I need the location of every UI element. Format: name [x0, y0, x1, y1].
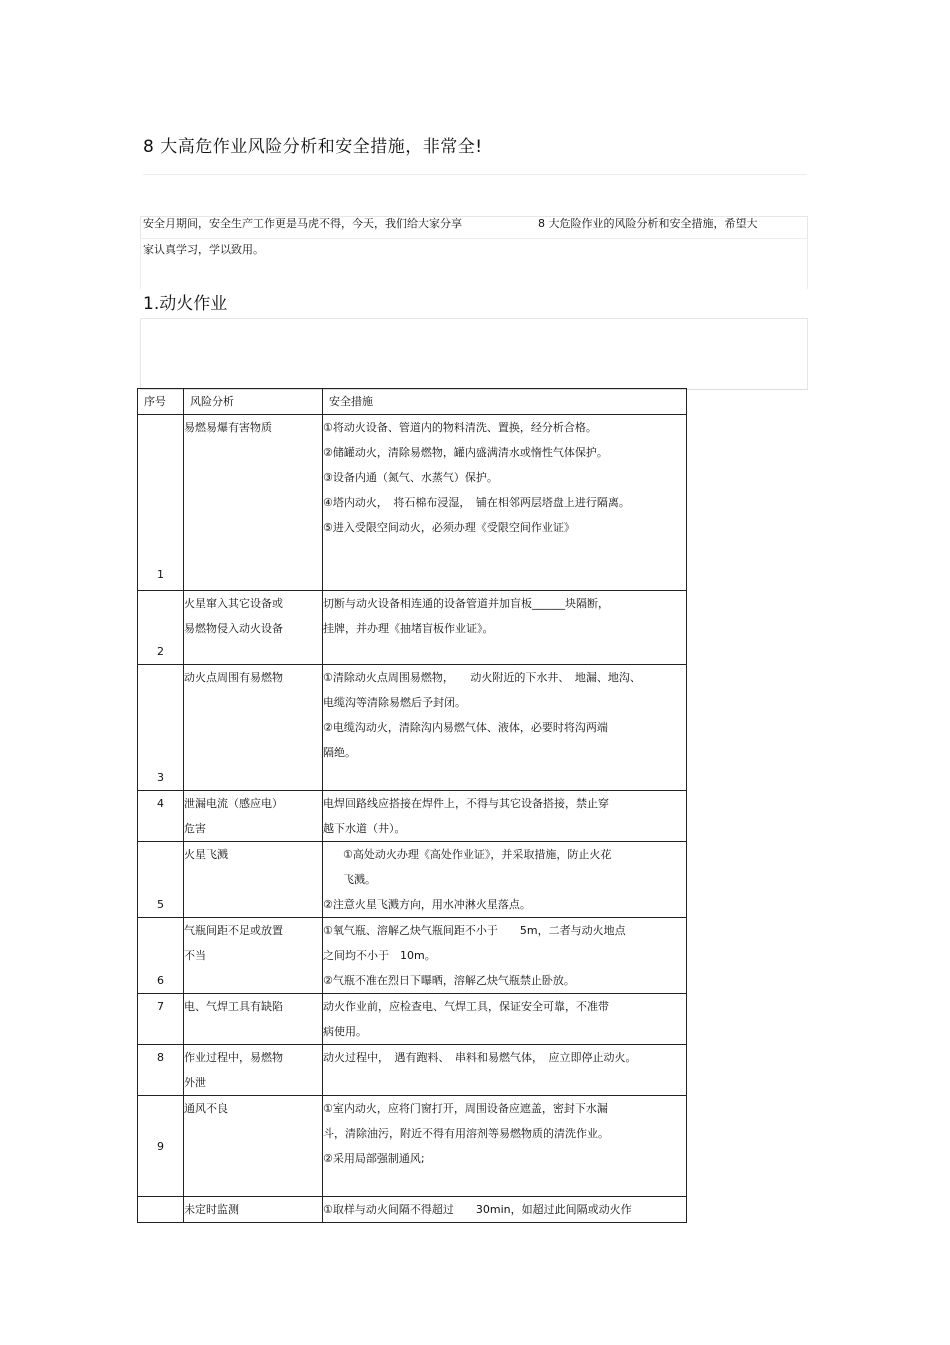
measure-cell — [323, 1045, 687, 1096]
risk-cell — [184, 994, 323, 1045]
risk-line: 易燃易爆有害物质 — [184, 421, 272, 434]
risk-cell — [184, 415, 323, 591]
risk-line: 未定时监测 — [184, 1203, 239, 1216]
table-row — [138, 665, 687, 791]
risk-line: 动火点周围有易燃物 — [184, 671, 283, 684]
intro-text-part2: 8 大危险作业的风险分析和安全措施，希望大 — [538, 217, 758, 230]
row-number: 8 — [138, 1045, 184, 1096]
risk-line: 气瓶间距不足或放置 — [184, 924, 283, 937]
row-number: 1 — [138, 415, 184, 591]
table-row — [138, 1096, 687, 1197]
row-number: 5 — [138, 842, 184, 918]
table-row — [138, 1197, 687, 1223]
measure-line: ③设备内通（氮气、水蒸气）保护。 — [323, 471, 498, 484]
title-divider — [143, 174, 807, 175]
row-number: 9 — [138, 1096, 184, 1197]
measure-line: 越下水道（井）。 — [323, 822, 406, 835]
table-row — [138, 591, 687, 665]
measure-line: 飞溅。 — [343, 873, 376, 886]
measure-cell — [323, 1096, 687, 1197]
measure-line: ②储罐动火，清除易燃物，罐内盛满清水或惰性气体保护。 — [323, 446, 608, 459]
measure-line: ①室内动火，应将门窗打开，周围设备应遮盖，密封下水漏 — [323, 1102, 608, 1115]
risk-cell — [184, 842, 323, 918]
table-row — [138, 415, 687, 591]
risk-line: 外泄 — [184, 1076, 206, 1089]
measure-line: ②采用局部强制通风; — [323, 1152, 425, 1165]
risk-line: 泄漏电流（感应电） — [184, 797, 283, 810]
measure-line: ①氧气瓶、溶解乙炔气瓶间距不小于 5m，二者与动火地点 — [323, 924, 626, 937]
table-row — [138, 842, 687, 918]
measure-cell — [323, 791, 687, 842]
measure-line: 电焊回路线应搭接在焊件上，不得与其它设备搭接，禁止穿 — [323, 797, 609, 810]
risk-cell — [184, 918, 323, 994]
measure-line: ①取样与动火间隔不得超过 30min，如超过此间隔或动火作 — [323, 1203, 632, 1216]
measure-line: 电缆沟等清除易燃后予封闭。 — [323, 696, 466, 709]
risk-line: 电、气焊工具有缺陷 — [184, 1000, 283, 1013]
section-frame — [140, 318, 808, 390]
measure-line: 斗，清除油污，附近不得有用溶剂等易燃物质的清洗作业。 — [323, 1127, 609, 1140]
header-risk: 风险分析 — [184, 389, 323, 415]
table-header-row — [138, 389, 687, 415]
measure-line: ②气瓶不准在烈日下曝晒，溶解乙炔气瓶禁止卧放。 — [323, 974, 575, 987]
article-title: 8 大高危作业风险分析和安全措施，非常全! — [143, 137, 483, 157]
row-number: 6 — [138, 918, 184, 994]
row-number: 2 — [138, 591, 184, 665]
measure-cell — [323, 665, 687, 791]
measure-cell — [323, 1197, 687, 1223]
risk-line: 通风不良 — [184, 1102, 228, 1115]
measure-line: ②注意火星飞溅方向，用水冲淋火星落点。 — [323, 898, 531, 911]
risk-line: 火星窜入其它设备或 — [184, 597, 283, 610]
risk-cell — [184, 591, 323, 665]
table-row — [138, 918, 687, 994]
risk-line: 危害 — [184, 822, 206, 835]
intro-text-part1: 安全月期间，安全生产工作更是马虎不得，今天，我们给大家分享 — [143, 217, 462, 230]
header-measures: 安全措施 — [323, 389, 687, 415]
measure-line: 病使用。 — [323, 1025, 367, 1038]
table-row — [138, 791, 687, 842]
measure-line: ④塔内动火， 将石棉布浸湿， 铺在相邻两层塔盘上进行隔离。 — [323, 496, 630, 509]
measure-cell — [323, 842, 687, 918]
measure-line: ①清除动火点周围易燃物， 动火附近的下水井、 地漏、地沟、 — [323, 671, 641, 684]
risk-cell — [184, 1197, 323, 1223]
risk-cell — [184, 1096, 323, 1197]
risk-cell — [184, 791, 323, 842]
risk-table — [137, 388, 687, 1223]
risk-line: 火星飞溅 — [184, 848, 228, 861]
measure-line: 动火作业前，应检查电、气焊工具，保证安全可靠，不准带 — [323, 1000, 609, 1013]
measure-line: ①将动火设备、管道内的物料清洗、置换，经分析合格。 — [323, 421, 597, 434]
intro-text-part3: 家认真学习，学以致用。 — [143, 243, 264, 256]
risk-line: 易燃物侵入动火设备 — [184, 622, 283, 635]
table-row — [138, 1045, 687, 1096]
measure-line: ⑤进入受限空间动火，必须办理《受限空间作业证》 — [323, 521, 575, 534]
measure-cell — [323, 415, 687, 591]
row-number: 7 — [138, 994, 184, 1045]
measure-cell — [323, 994, 687, 1045]
risk-line: 作业过程中，易燃物 — [184, 1051, 283, 1064]
measure-line: ②电缆沟动火，清除沟内易燃气体、液体，必要时将沟两端 — [323, 721, 608, 734]
row-number: 3 — [138, 665, 184, 791]
table-row — [138, 994, 687, 1045]
measure-line: 之间均不小于 10m。 — [323, 949, 436, 962]
header-seq: 序号 — [138, 389, 184, 415]
row-number: 4 — [138, 791, 184, 842]
measure-line: 动火过程中， 遇有跑料、 串料和易燃气体， 应立即停止动火。 — [323, 1051, 637, 1064]
row-number — [138, 1197, 184, 1223]
measure-cell — [323, 591, 687, 665]
risk-cell — [184, 665, 323, 791]
measure-line: ①高处动火办理《高处作业证》，并采取措施，防止火花 — [343, 848, 612, 861]
measure-line: 挂牌，并办理《抽堵盲板作业证》。 — [323, 622, 494, 635]
section-heading: 1.动火作业 — [143, 294, 228, 314]
measure-line: 切断与动火设备相连通的设备管道并加盲板______块隔断， — [323, 597, 609, 610]
risk-line: 不当 — [184, 949, 206, 962]
measure-cell — [323, 918, 687, 994]
risk-cell — [184, 1045, 323, 1096]
measure-line: 隔绝。 — [323, 746, 356, 759]
